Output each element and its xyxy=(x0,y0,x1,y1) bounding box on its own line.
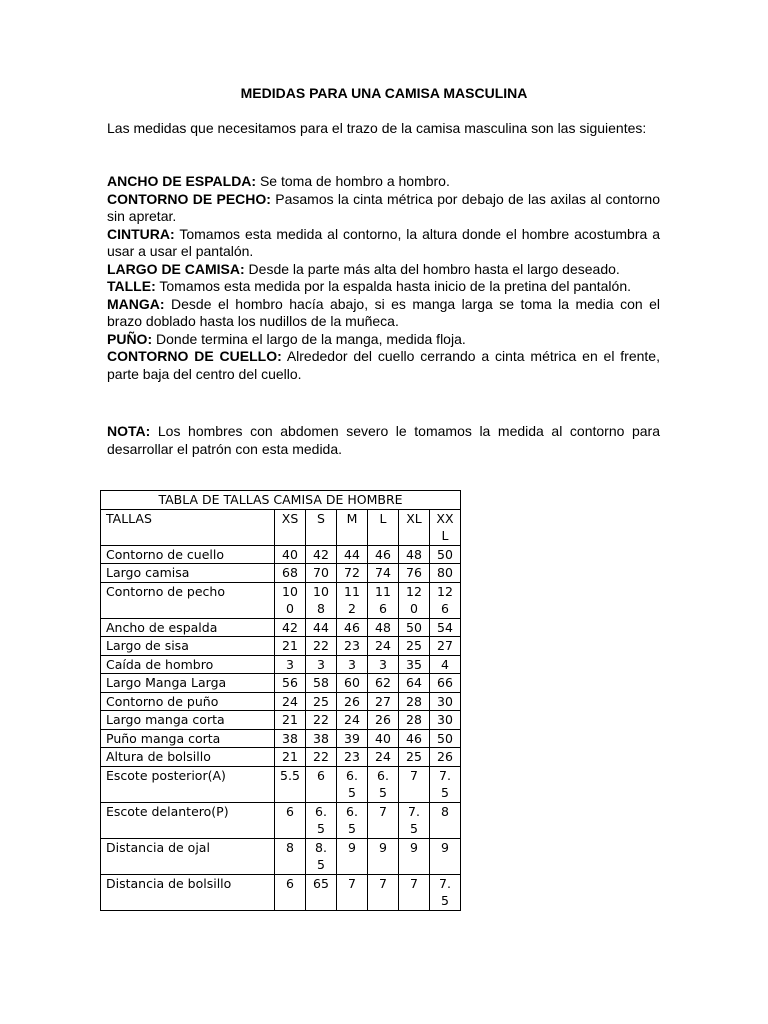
table-cell-value: 8 xyxy=(441,803,449,819)
table-cell-value: 50 xyxy=(406,619,422,635)
table-cell xyxy=(275,545,306,564)
size-header-cell xyxy=(337,509,368,545)
table-cell-value: 21 xyxy=(282,749,298,764)
table-row-label: Contorno de pecho xyxy=(101,582,275,618)
table-cell-value: 3 xyxy=(379,656,387,672)
table-cell-value: 7 xyxy=(410,875,418,891)
size-table xyxy=(100,490,461,911)
size-header-cell xyxy=(399,509,430,545)
table-row xyxy=(101,766,461,802)
table-cell-value: 24 xyxy=(282,693,298,709)
table-cell-value: 28 xyxy=(406,693,422,709)
definition-text: Tomamos esta medida por la espalda hasta inicio de la pretina del pantalón. xyxy=(155,278,631,294)
table-cell-value: 0 xyxy=(286,601,294,616)
definition-term: PUÑO: xyxy=(107,330,153,347)
table-cell-value: 9 xyxy=(379,839,387,855)
table-cell xyxy=(368,655,399,674)
table-cell xyxy=(275,582,306,618)
definition-text: Desde la parte más alta del hombro hasta el largo deseado. xyxy=(244,260,620,277)
definition-term: CONTORNO DE CUELLO: xyxy=(107,348,282,364)
table-row-label: Contorno de cuello xyxy=(101,545,275,564)
table-cell xyxy=(430,748,461,767)
definition-manga xyxy=(107,296,660,331)
table-cell-value: 7 xyxy=(379,875,387,891)
table-cell xyxy=(275,674,306,693)
table-cell-value: 5 xyxy=(379,785,387,800)
table-cell xyxy=(306,748,337,767)
table-cell-value: 5 xyxy=(441,785,449,800)
nota-section xyxy=(107,423,660,458)
table-caption: TABLA DE TALLAS CAMISA DE HOMBRE xyxy=(101,491,461,510)
table-cell xyxy=(337,582,368,618)
table-cell-value: 6 xyxy=(379,601,387,616)
table-cell-value: 11 xyxy=(344,583,360,599)
table-cell xyxy=(306,874,337,910)
definition-term: TALLE: xyxy=(107,278,156,294)
table-cell xyxy=(306,564,337,583)
table-cell-value: 7. xyxy=(408,803,420,819)
table-cell xyxy=(430,838,461,874)
table-row-label: Largo de sisa xyxy=(101,637,275,656)
table-row-label: Escote delantero(P) xyxy=(101,802,275,838)
table-row xyxy=(101,874,461,910)
table-cell xyxy=(337,802,368,838)
table-cell xyxy=(368,637,399,656)
table-cell-value: 38 xyxy=(282,730,298,746)
table-cell-value: 40 xyxy=(375,730,391,746)
table-cell-value: 5 xyxy=(410,821,418,836)
table-cell-value: 60 xyxy=(344,675,360,690)
table-cell-value: 10 xyxy=(313,583,329,599)
table-cell-value: 50 xyxy=(437,546,453,562)
nota-term: NOTA: xyxy=(107,423,151,439)
definition-term: ANCHO DE ESPALDA: xyxy=(107,173,257,189)
table-cell xyxy=(275,692,306,711)
table-cell xyxy=(275,655,306,674)
table-row xyxy=(101,802,461,838)
table-cell xyxy=(306,655,337,674)
table-row xyxy=(101,838,461,874)
table-cell-value: 3 xyxy=(317,656,325,672)
definition-largo-camisa xyxy=(107,261,660,279)
definition-text: Tomamos esta medida al contorno, la altura donde el hombre acostumbra a usar a usar el pantalón. xyxy=(107,225,660,259)
table-cell-value: 26 xyxy=(437,749,453,764)
table-cell-value: 46 xyxy=(375,546,391,562)
table-cell xyxy=(399,838,430,874)
table-cell-value: 7. xyxy=(439,767,451,783)
table-cell-value: 21 xyxy=(282,638,298,653)
table-cell-value: 35 xyxy=(406,656,422,672)
table-cell xyxy=(368,838,399,874)
size-header-cell xyxy=(306,509,337,545)
table-cell-value: 65 xyxy=(313,875,329,891)
size-header-text: XS xyxy=(281,510,299,526)
table-cell-value: 76 xyxy=(406,565,422,580)
table-row xyxy=(101,674,461,693)
table-row xyxy=(101,564,461,583)
table-cell xyxy=(368,729,399,748)
table-cell-value: 24 xyxy=(375,749,391,764)
table-caption-row xyxy=(101,491,461,510)
table-cell-value: 48 xyxy=(406,546,422,562)
table-cell-value: 4 xyxy=(441,656,449,672)
table-cell xyxy=(306,674,337,693)
table-header-row xyxy=(101,509,461,545)
table-cell xyxy=(430,766,461,802)
table-cell-value: 46 xyxy=(406,730,422,746)
table-cell xyxy=(430,674,461,693)
table-cell xyxy=(337,766,368,802)
nota-paragraph xyxy=(107,423,660,458)
table-cell-value: 7 xyxy=(379,803,387,819)
table-cell-value: 5 xyxy=(317,821,325,836)
table-row-label: Largo camisa xyxy=(101,564,275,583)
table-cell xyxy=(399,711,430,730)
table-cell xyxy=(337,711,368,730)
size-header-text: XL xyxy=(406,510,422,526)
definition-contorno-pecho xyxy=(107,191,660,226)
table-cell-value: 27 xyxy=(437,638,453,653)
table-cell-value: 5 xyxy=(317,857,325,872)
table-cell xyxy=(399,874,430,910)
table-cell-value: 46 xyxy=(344,619,360,635)
table-cell-value: 24 xyxy=(375,638,391,653)
table-cell xyxy=(275,838,306,874)
table-cell xyxy=(337,838,368,874)
table-cell xyxy=(337,674,368,693)
table-cell xyxy=(306,729,337,748)
definitions-list xyxy=(107,173,660,383)
table-cell-value: 9 xyxy=(348,839,356,855)
table-cell-value: 38 xyxy=(313,730,329,746)
table-row-label: Largo manga corta xyxy=(101,711,275,730)
size-header-text: S xyxy=(317,510,325,526)
table-row-label: Puño manga corta xyxy=(101,729,275,748)
definition-cintura xyxy=(107,226,660,261)
table-cell xyxy=(306,766,337,802)
definition-text: Pasamos la cinta métrica por debajo de las axilas al contorno sin apretar. xyxy=(107,190,660,224)
definition-text: Desde el hombro hacía abajo, si es manga larga se toma la media con el brazo doblado hasta los nudillos de la muñeca. xyxy=(107,295,660,329)
table-cell xyxy=(368,748,399,767)
table-cell-value: 72 xyxy=(344,565,360,580)
page-title: MEDIDAS PARA UNA CAMISA MASCULINA xyxy=(240,85,528,101)
table-cell xyxy=(399,729,430,748)
table-cell-value: 3 xyxy=(348,656,356,672)
table-cell xyxy=(368,711,399,730)
table-cell-value: 3 xyxy=(286,656,294,672)
size-header-text: L xyxy=(379,510,387,526)
table-cell xyxy=(306,582,337,618)
table-cell-value: 6. xyxy=(377,767,389,783)
table-cell xyxy=(337,655,368,674)
table-cell-value: 74 xyxy=(375,565,391,580)
table-cell-value: 5.5 xyxy=(280,767,300,783)
table-cell-value: 22 xyxy=(313,712,329,727)
table-cell xyxy=(337,564,368,583)
table-cell-value: 7. xyxy=(439,875,451,891)
size-header-text: XX xyxy=(436,510,454,526)
table-cell-value: 44 xyxy=(313,619,329,635)
table-cell xyxy=(368,874,399,910)
table-cell xyxy=(399,582,430,618)
table-cell xyxy=(337,692,368,711)
table-cell xyxy=(399,545,430,564)
table-cell-value: 26 xyxy=(375,712,391,727)
table-cell xyxy=(275,766,306,802)
table-cell-value: 6. xyxy=(346,767,358,783)
table-row-label: Caída de hombro xyxy=(101,655,275,674)
table-cell-value: 7 xyxy=(348,875,356,891)
definition-term: CONTORNO DE PECHO: xyxy=(107,190,271,207)
table-cell-value: 39 xyxy=(344,730,360,746)
table-cell-value: 44 xyxy=(344,546,360,562)
table-cell xyxy=(399,564,430,583)
table-cell xyxy=(337,637,368,656)
definition-term: MANGA: xyxy=(107,295,165,312)
table-cell xyxy=(306,618,337,637)
table-row-label: Escote posterior(A) xyxy=(101,766,275,802)
table-cell-value: 24 xyxy=(344,712,360,727)
size-header-cell xyxy=(275,509,306,545)
table-cell-value: 64 xyxy=(406,675,422,690)
table-cell xyxy=(368,674,399,693)
table-cell xyxy=(368,766,399,802)
table-cell xyxy=(399,766,430,802)
table-cell-value: 56 xyxy=(282,675,298,690)
table-cell-value: 6 xyxy=(441,601,449,616)
table-cell xyxy=(275,874,306,910)
table-cell-value: 8 xyxy=(317,601,325,616)
table-cell xyxy=(337,874,368,910)
table-cell-value: 0 xyxy=(410,601,418,616)
table-cell-value: 12 xyxy=(437,583,453,599)
size-header-cell xyxy=(368,509,399,545)
table-cell-value: 9 xyxy=(410,839,418,855)
table-cell xyxy=(399,655,430,674)
table-cell xyxy=(368,582,399,618)
table-row xyxy=(101,711,461,730)
table-cell xyxy=(337,545,368,564)
table-cell xyxy=(275,637,306,656)
definition-text: Se toma de hombro a hombro. xyxy=(256,173,450,189)
table-cell-value: 8 xyxy=(286,839,294,855)
table-cell xyxy=(430,729,461,748)
table-cell xyxy=(430,564,461,583)
table-cell-value: 5 xyxy=(348,785,356,800)
table-cell xyxy=(275,802,306,838)
table-cell-value: 23 xyxy=(344,638,360,653)
table-cell-value: 30 xyxy=(437,693,453,709)
definition-talle xyxy=(107,278,660,296)
table-cell-value: 42 xyxy=(313,546,329,562)
table-cell-value: 22 xyxy=(313,749,329,764)
table-cell-value: 54 xyxy=(437,619,453,635)
definition-text: Donde termina el largo de la manga, medida floja. xyxy=(152,330,466,347)
table-cell xyxy=(275,564,306,583)
table-cell-value: 26 xyxy=(344,693,360,709)
table-cell xyxy=(275,748,306,767)
table-cell xyxy=(430,545,461,564)
table-cell xyxy=(275,729,306,748)
table-cell-value: 42 xyxy=(282,619,298,635)
table-cell-value: 66 xyxy=(437,675,453,690)
table-row xyxy=(101,655,461,674)
table-row xyxy=(101,582,461,618)
table-cell xyxy=(275,618,306,637)
table-cell-value: 2 xyxy=(348,601,356,616)
table-row-label: Ancho de espalda xyxy=(101,618,275,637)
table-header-label: TALLAS xyxy=(101,509,275,545)
table-cell xyxy=(430,802,461,838)
table-cell xyxy=(430,618,461,637)
table-cell xyxy=(430,655,461,674)
table-cell-value: 48 xyxy=(375,619,391,635)
table-cell-value: 5 xyxy=(441,893,449,908)
table-cell xyxy=(430,874,461,910)
table-cell xyxy=(337,748,368,767)
table-cell-value: 58 xyxy=(313,675,329,690)
table-cell xyxy=(368,692,399,711)
table-row-label: Largo Manga Larga xyxy=(101,674,275,693)
table-row xyxy=(101,618,461,637)
table-cell-value: 62 xyxy=(375,675,391,690)
table-cell-value: 50 xyxy=(437,730,453,746)
table-cell-value: 22 xyxy=(313,638,329,653)
intro-paragraph: Las medidas que necesitamos para el trazo de la camisa masculina son las siguientes: xyxy=(107,120,647,136)
table-cell xyxy=(399,692,430,711)
table-cell xyxy=(430,582,461,618)
table-cell xyxy=(275,711,306,730)
definition-text: Alrededor del cuello cerrando a cinta métrica en el frente, parte baja del centro del cuello. xyxy=(107,348,660,382)
table-cell-value: 10 xyxy=(282,583,298,599)
table-cell xyxy=(306,838,337,874)
table-row-label: Distancia de bolsillo xyxy=(101,874,275,910)
table-row-label: Altura de bolsillo xyxy=(101,748,275,767)
table-cell-value: 25 xyxy=(406,638,422,653)
table-cell xyxy=(306,545,337,564)
table-cell xyxy=(368,618,399,637)
table-cell xyxy=(337,618,368,637)
table-cell xyxy=(306,692,337,711)
table-cell-value: 11 xyxy=(375,583,391,599)
table-cell-value: 25 xyxy=(406,749,422,764)
table-cell-value: 30 xyxy=(437,712,453,727)
table-cell-value: 6 xyxy=(286,803,294,819)
table-cell xyxy=(399,618,430,637)
table-row xyxy=(101,692,461,711)
table-cell xyxy=(368,564,399,583)
table-cell-value: 21 xyxy=(282,712,298,727)
table-cell xyxy=(430,711,461,730)
intro-section xyxy=(107,120,660,138)
definition-puno xyxy=(107,331,660,349)
table-cell xyxy=(399,637,430,656)
table-row xyxy=(101,748,461,767)
table-cell-value: 6 xyxy=(286,875,294,891)
table-cell xyxy=(399,674,430,693)
table-row-label: Contorno de puño xyxy=(101,692,275,711)
table-cell xyxy=(430,692,461,711)
table-row xyxy=(101,637,461,656)
table-cell-value: 5 xyxy=(348,821,356,836)
table-cell-value: 25 xyxy=(313,693,329,709)
table-cell xyxy=(306,711,337,730)
table-cell-value: 23 xyxy=(344,749,360,764)
table-cell-value: 6. xyxy=(346,803,358,819)
table-row xyxy=(101,729,461,748)
table-cell-value: 80 xyxy=(437,565,453,580)
table-cell xyxy=(368,545,399,564)
table-cell xyxy=(306,637,337,656)
definition-contorno-cuello xyxy=(107,348,660,383)
table-cell-value: 68 xyxy=(282,565,298,580)
size-header-text: L xyxy=(441,528,449,543)
table-cell-value: 28 xyxy=(406,712,422,727)
table-cell-value: 9 xyxy=(441,839,449,855)
table-row-label: Distancia de ojal xyxy=(101,838,275,874)
table-cell xyxy=(368,802,399,838)
table-row xyxy=(101,545,461,564)
table-cell xyxy=(306,802,337,838)
table-cell-value: 7 xyxy=(410,767,418,783)
definition-ancho-espalda xyxy=(107,173,660,191)
table-cell-value: 6. xyxy=(315,803,327,819)
table-cell-value: 12 xyxy=(406,583,422,599)
table-cell xyxy=(430,637,461,656)
table-cell-value: 8. xyxy=(315,839,327,855)
definition-term: CINTURA: xyxy=(107,225,175,242)
table-cell xyxy=(399,802,430,838)
table-cell-value: 70 xyxy=(313,565,329,580)
table-cell-value: 27 xyxy=(375,693,391,709)
table-cell-value: 40 xyxy=(282,546,298,562)
table-cell xyxy=(337,729,368,748)
nota-text: Los hombres con abdomen severo le tomamos la medida al contorno para desarrollar el patrón con esta medida. xyxy=(107,423,660,457)
table-cell xyxy=(399,748,430,767)
size-header-text: M xyxy=(346,510,358,526)
table-cell-value: 6 xyxy=(317,767,325,783)
size-header-cell xyxy=(430,509,461,545)
definition-term: LARGO DE CAMISA: xyxy=(107,260,245,277)
